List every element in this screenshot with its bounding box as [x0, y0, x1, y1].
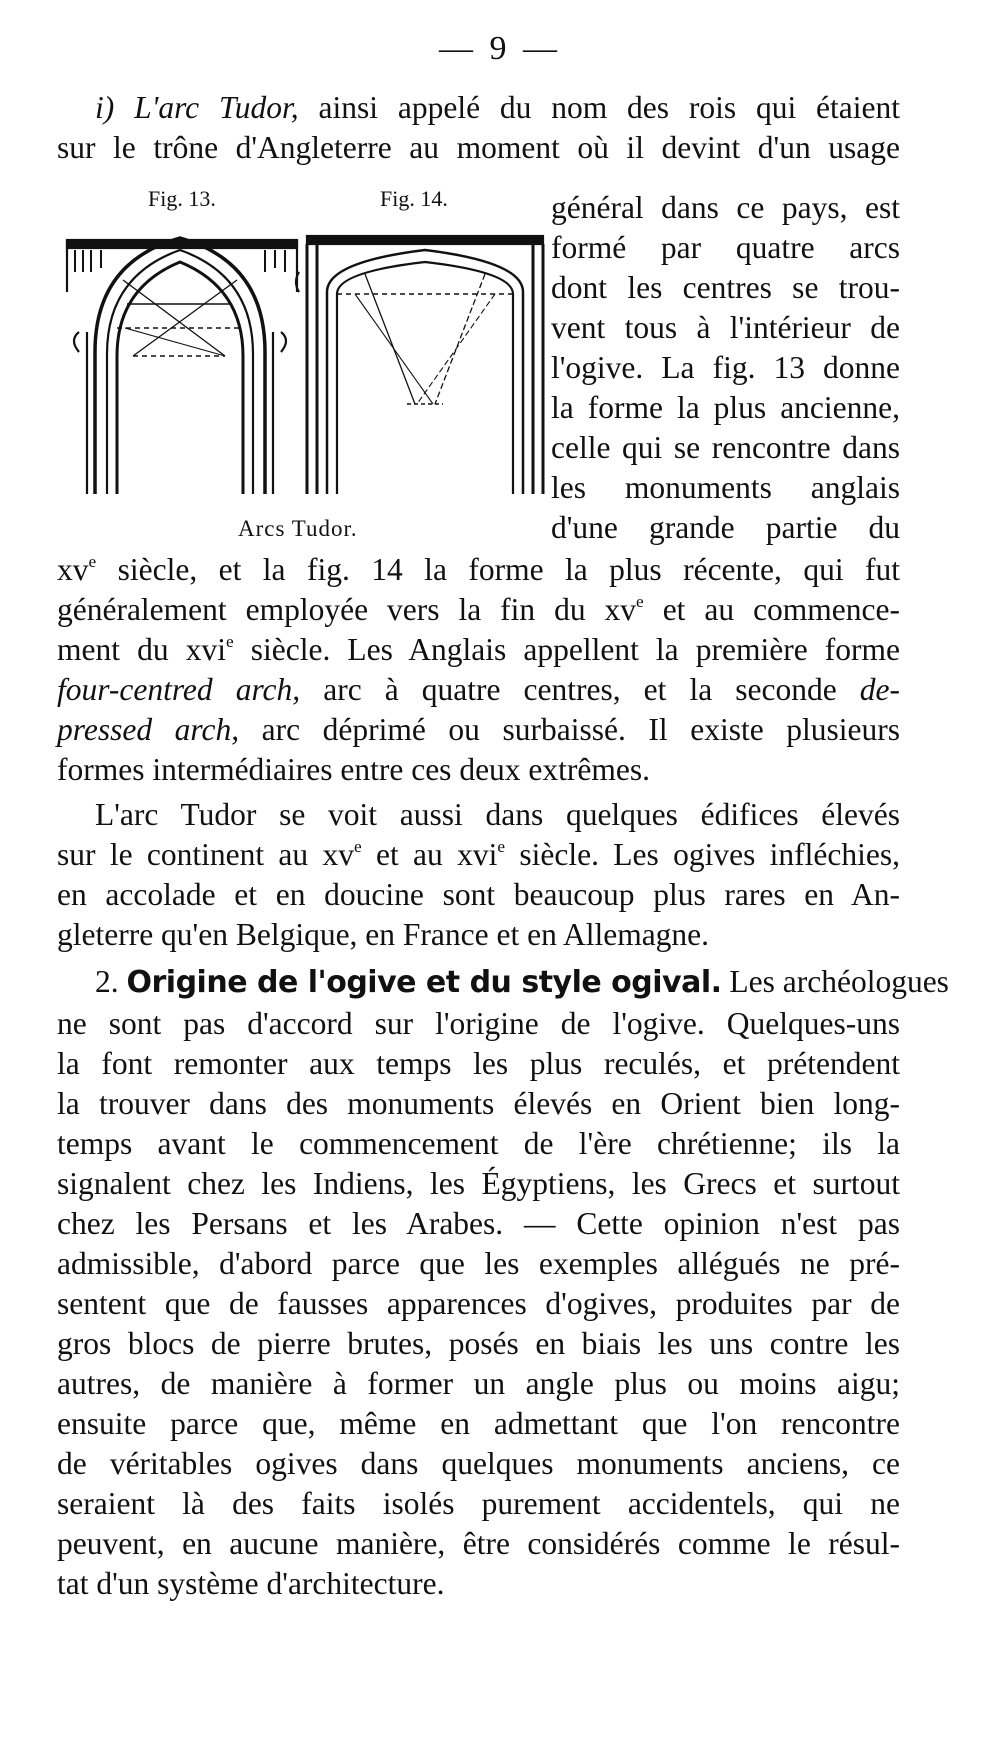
page-number: — 9 —: [439, 30, 561, 67]
term-depressed-arch-part: de-: [859, 672, 901, 707]
paragraph-line: ne sont pas d'accord sur l'origine de l'ogive. Quelques-uns: [57, 1006, 900, 1041]
paragraph-line: d'une grande partie du: [551, 510, 900, 545]
paragraph-line: vent tous à l'intérieur de: [551, 310, 900, 345]
text-run: généralement employée vers la fin du xv: [57, 592, 637, 627]
tudor-arches-illustration: [65, 232, 545, 512]
paragraph-line: sentent que de fausses apparences d'ogives, produites par de: [57, 1286, 900, 1321]
paragraph-line: l'ogive. La fig. 13 donne: [551, 350, 900, 385]
paragraph-line: [57, 710, 900, 750]
paragraph-line: gleterre qu'en Belgique, en France et en Allemagne.: [57, 917, 710, 952]
paragraph-line: [57, 630, 900, 670]
text-run: et au xvi: [361, 837, 498, 872]
paragraph-line: la forme la plus ancienne,: [551, 390, 900, 425]
paragraph-line: de véritables ogives dans quelques monuments anciens, ce: [57, 1446, 900, 1481]
paragraph-line: signalent chez les Indiens, les Égyptiens, les Grecs et surtout: [57, 1166, 900, 1201]
fig-14-label: Fig. 14.: [380, 186, 448, 211]
text-run: siècle, et la fig. 14 la forme la plus récente, qui fut: [96, 552, 900, 587]
text-run: arc à quatre centres, et la seconde: [300, 672, 860, 707]
paragraph-line: autres, de manière à former un angle plus ou moins aigu;: [57, 1366, 900, 1401]
paragraph-line: sur le trône d'Angleterre au moment où il devint d'un usage: [57, 130, 900, 165]
paragraph-line: la trouver dans des monuments élevés en Orient bien long-: [57, 1086, 900, 1121]
paragraph-line: seraient là des faits isolés purement accidentels, qui ne: [57, 1486, 900, 1521]
paragraph-line: [57, 550, 900, 590]
paragraph-line: [57, 670, 900, 710]
text-run: et au commence-: [643, 592, 900, 627]
paragraph-line: [57, 835, 900, 875]
paragraph-line: gros blocs de pierre brutes, posés en biais les uns contre les: [57, 1326, 900, 1361]
section-number: 2.: [95, 964, 127, 999]
paragraph-line: chez les Persans et les Arabes. — Cette opinion n'est pas: [57, 1206, 900, 1241]
paragraph-line: formes intermédiaires entre ces deux extrêmes.: [57, 752, 650, 787]
term-depressed-arch: pressed arch,: [57, 712, 240, 747]
paragraph-line: admissible, d'abord parce que les exemples allégués ne pré-: [57, 1246, 900, 1281]
paragraph-line: en accolade et en doucine sont beaucoup plus rares en An-: [57, 877, 900, 912]
text-run: siècle. Les ogives infléchies,: [505, 837, 900, 872]
term-arc-tudor: arc Tudor,: [158, 90, 299, 125]
superscript: e: [497, 837, 506, 857]
text-run: siècle. Les Anglais appellent la première forme: [233, 632, 900, 667]
paragraph-line: celle qui se rencontre dans: [551, 430, 900, 465]
section-heading-line: [95, 962, 949, 1003]
figure-caption: Arcs Tudor.: [238, 516, 358, 541]
paragraph-line: les monuments anglais: [551, 470, 900, 505]
fig-14-arch: [296, 236, 545, 494]
paragraph-line: dont les centres se trou-: [551, 270, 900, 305]
paragraph-line: la font remonter aux temps les plus reculés, et prétendent: [57, 1046, 900, 1081]
superscript: e: [636, 592, 644, 612]
text-run: ment du xvi: [57, 632, 226, 667]
text-run: arc déprimé ou surbaissé. Il existe plusieurs: [239, 712, 900, 747]
paragraph-line: ensuite parce que, même en admettant que l'on rencontre: [57, 1406, 900, 1441]
superscript: e: [225, 632, 234, 652]
paragraph-line: temps avant le commencement de l'ère chrétienne; ils la: [57, 1126, 900, 1161]
paragraph-line: [95, 88, 900, 128]
text-run: sur le continent au xv: [57, 837, 354, 872]
paragraph-line: peuvent, en aucune manière, être considérés comme le résul-: [57, 1526, 900, 1561]
paragraph-line: L'arc Tudor se voit aussi dans quelques édifices élevés: [95, 797, 900, 832]
fig-13-label: Fig. 13.: [148, 186, 216, 211]
paragraph-line: général dans ce pays, est: [551, 190, 900, 225]
term-four-centred-arch: four-centred arch,: [57, 672, 301, 707]
text-run: Les archéologues: [721, 964, 949, 999]
item-marker: i) L': [95, 90, 159, 125]
paragraph-line: [57, 590, 900, 630]
section-heading: Origine de l'ogive et du style ogival.: [126, 965, 722, 1000]
fig-13-arch: [67, 238, 297, 494]
superscript: e: [353, 837, 362, 857]
text-run: xv: [57, 552, 89, 587]
paragraph-line: tat d'un système d'architecture.: [57, 1566, 445, 1601]
superscript: e: [88, 552, 97, 572]
text-run: ainsi appelé du nom des rois qui étaient: [298, 90, 901, 125]
paragraph-line: formé par quatre arcs: [551, 230, 900, 265]
